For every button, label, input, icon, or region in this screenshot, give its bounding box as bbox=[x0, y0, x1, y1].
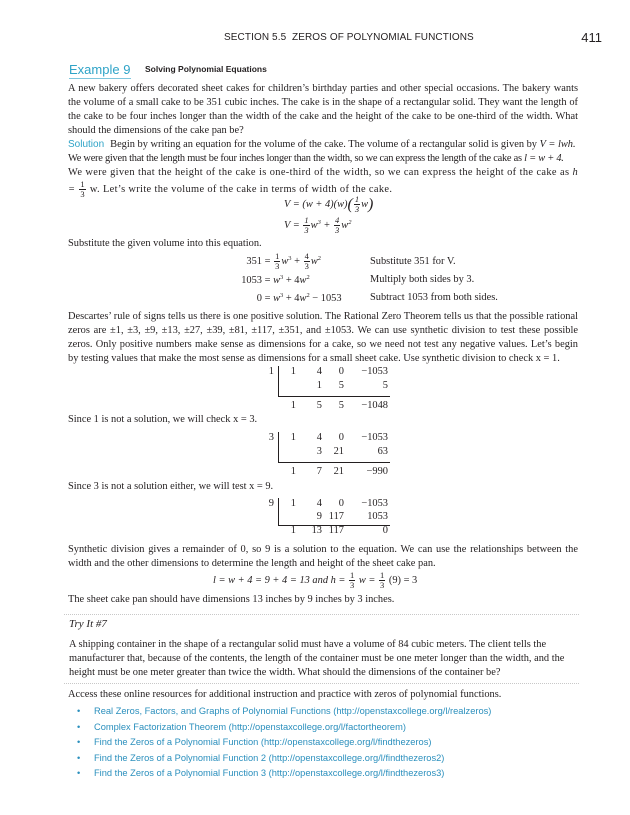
volume-equation-1: V = (w + 4)(w)( $\frac{1}{3}$ w) bbox=[284, 194, 374, 214]
synthetic-division-x9: 9 1 4 0 −1053 9 117 1053 1 13 117 0 bbox=[268, 498, 388, 536]
check-x9-text: Since 3 is not a solution either, we will test x = 9. bbox=[68, 481, 274, 492]
example-header bbox=[69, 61, 267, 79]
step-1-note: Substitute 351 for V. bbox=[370, 256, 456, 267]
resources-intro: Access these online resources for additional instruction and practice with zeros of polynomial functions. bbox=[68, 689, 502, 700]
resource-link[interactable]: • Find the Zeros of a Polynomial Function 3 (http://openstaxcollege.org/l/findthezeros3) bbox=[68, 766, 588, 782]
final-dimensions-equation: l = w + 4 = 9 + 4 = 13 and h = $\frac{1}{3}$ w = $\frac{1}{3}$ (9) = 3 bbox=[213, 570, 418, 590]
bullet-icon: • bbox=[77, 752, 81, 763]
example-problem: A new bakery offers decorated sheet cakes for children’s birthday parties and other special occasions. The bakery wants the volume of a small cake to be 351 cubic inches. The cake is in the shape of a rectangular solid. They want the length of the cake to be four inches longer than the width of the cake and the height of the cake to be one-third of the width. What should the dimensions of the cake pan be? bbox=[68, 83, 578, 136]
example-title: Solving Polynomial Equations bbox=[145, 64, 267, 74]
resource-link[interactable]: • Real Zeros, Factors, and Graphs of Polynomial Functions (http://openstaxcollege.org/l/realzeros) bbox=[68, 704, 588, 720]
synthetic-division-x3: 3 1 4 0 −1053 3 21 63 1 7 21 −990 bbox=[268, 432, 388, 477]
bullet-icon: • bbox=[77, 706, 81, 716]
bullet-icon: • bbox=[77, 737, 81, 747]
resource-link[interactable]: • Find the Zeros of a Polynomial Function 2 (http://openstaxcollege.org/l/findthezeros2) bbox=[68, 751, 588, 767]
check-x3-text: Since 1 is not a solution, we will check x = 3. bbox=[68, 414, 258, 425]
bullet-icon: • bbox=[77, 721, 81, 732]
online-resources bbox=[68, 688, 588, 782]
try-it-problem: A shipping container in the shape of a rectangular solid must have a volume of 84 cubic meters. The client tells the manufacturer that, because of the contents, the length of the container must be one meter longer than the width, and the height must be one meter greater than twice the width. What should the dimensions of the container be? bbox=[69, 639, 565, 678]
step-3-note: Subtract 1053 from both sides. bbox=[370, 292, 498, 303]
example-label: Example 9 bbox=[69, 62, 131, 77]
step-2: $1053 = w^3 + 4w^2$ bbox=[241, 274, 310, 286]
descartes-paragraph: Descartes’ rule of signs tells us there is one positive solution. The Rational Zero Theorem tells us that the possible rational zeros are ±1, ±3, ±9, ±13, ±27, ±39, ±81, ±117, ±351, and ±1053. We can use synthetic division to test these possible zeros. Only positive numbers make sense as dimensions for a cake, so we need not test any negative values. Let’s begin by testing values that make the most sense as dimensions for a small sheet cake. Use synthetic division to check x = 1. bbox=[68, 311, 578, 364]
synthetic-division-x1: 1 1 4 0 −1053 1 5 5 1 5 5 −1048 bbox=[268, 366, 388, 411]
conclusion-paragraph: Synthetic division gives a remainder of 0, so 9 is a solution to the equation. We can use the relationships between the width and the other dimensions to determine the length and height of the sheet cake pan. bbox=[68, 544, 578, 569]
running-head bbox=[0, 30, 630, 46]
final-answer: The sheet cake pan should have dimensions 13 inches by 9 inches by 3 inches. bbox=[68, 594, 395, 605]
resources-list bbox=[68, 704, 588, 782]
step-3: $0 = w^3 + 4w^2 - 1053$ bbox=[256, 292, 342, 304]
resource-link[interactable]: • Find the Zeros of a Polynomial Function (http://openstaxcollege.org/l/findthezeros) bbox=[68, 735, 588, 751]
fraction-one-third: $\frac{1}{3}$ bbox=[80, 179, 85, 199]
substitute-intro: Substitute the given volume into this equation. bbox=[68, 238, 262, 249]
section-divider bbox=[64, 614, 579, 615]
solution-intro: Solution Begin by writing an equation for the volume of the cake. The volume of a rectangular solid is given by V = lwh. We were given that the length must be four inches longer than the width, so we can express the length of the cake as l = w + 4. We were given that the height of the cake is one-third of the width, so we can express the height of the cake as h = $\frac{1}{3}$ w. Let’s write the volume of the cake in terms of width of the cake. bbox=[68, 139, 578, 199]
section-heading: SECTION 5.5 ZEROS OF POLYNOMIAL FUNCTIONS bbox=[224, 32, 474, 43]
resource-link[interactable]: • Complex Factorization Theorem (http://openstaxcollege.org/l/factortheorem) bbox=[68, 720, 588, 736]
section-divider-2 bbox=[64, 683, 579, 684]
solution-label: Solution bbox=[68, 139, 105, 150]
try-it-label: Try It #7 bbox=[69, 618, 107, 630]
step-1: 351 = $\frac{1}{3}$ $w^3$ + $\frac{4}{3}$ $w^2$ bbox=[246, 251, 321, 271]
bullet-icon: • bbox=[77, 768, 81, 778]
volume-equation-2: V = $\frac{1}{3}$ $w^3$ + $\frac{4}{3}$ $w^2$ bbox=[284, 215, 352, 235]
step-2-note: Multiply both sides by 3. bbox=[370, 274, 475, 285]
page-number: 411 bbox=[581, 30, 602, 45]
